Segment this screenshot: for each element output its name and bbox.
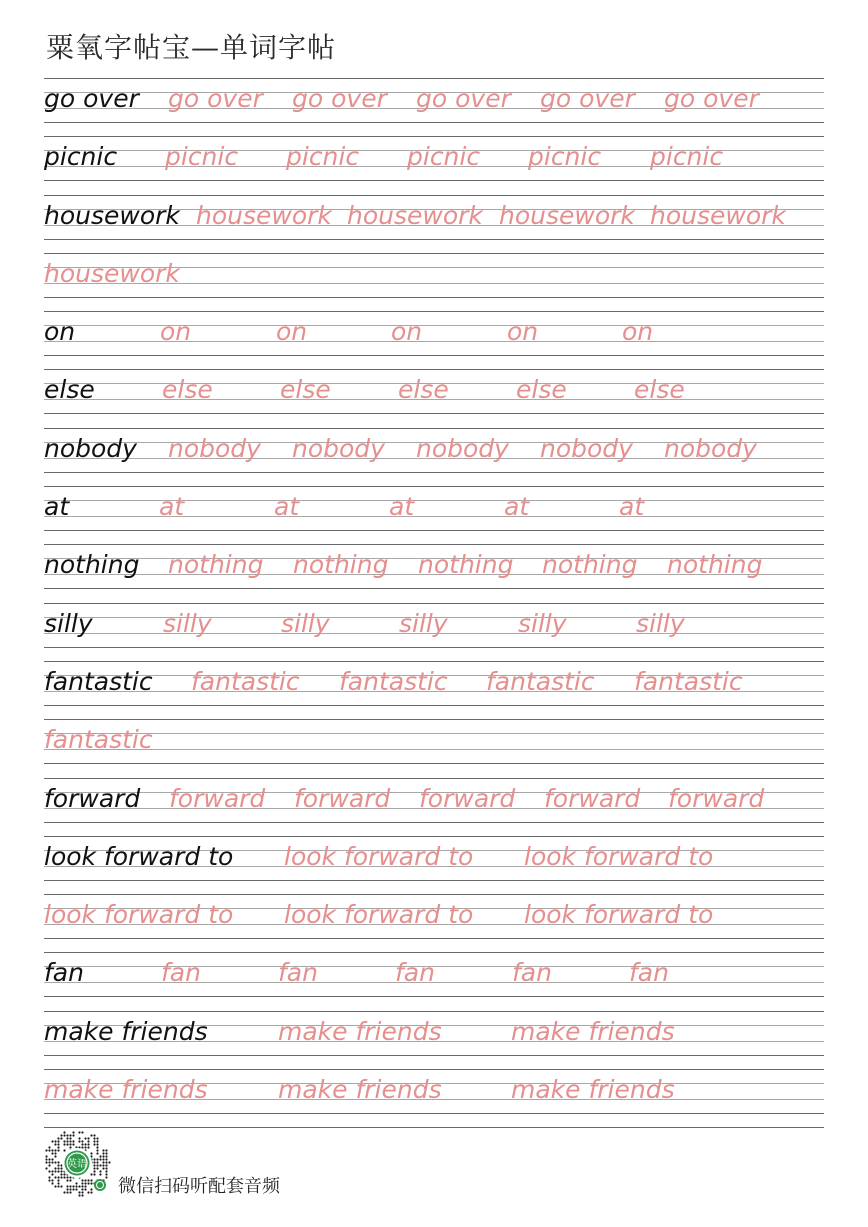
ruled-line: [44, 778, 824, 779]
scan-for-audio-text: 微信扫码听配套音频: [118, 1176, 280, 1197]
practice-row: [44, 195, 824, 253]
ruled-line: [44, 719, 824, 720]
trace-word: picnic: [407, 142, 481, 172]
ruled-line: [44, 603, 824, 604]
model-word: nothing: [44, 550, 140, 580]
ruled-line: [44, 136, 824, 137]
ruled-line: [44, 733, 824, 734]
trace-word: make friends: [278, 1075, 442, 1105]
ruled-line: [44, 938, 824, 939]
trace-word: picnic: [528, 142, 602, 172]
trace-word: nothing: [418, 550, 514, 580]
trace-word: else: [516, 375, 567, 405]
practice-row: [44, 369, 824, 427]
trace-word: forward: [169, 783, 266, 813]
trace-word: silly: [399, 608, 448, 638]
ruled-line: [44, 180, 824, 181]
trace-word: fan: [629, 958, 669, 988]
trace-word: else: [398, 375, 449, 405]
practice-row: [44, 253, 824, 311]
trace-word: make friends: [44, 1075, 208, 1105]
model-word: make friends: [44, 1016, 208, 1046]
model-word: go over: [44, 84, 139, 113]
model-word: picnic: [44, 142, 118, 172]
ruled-line: [44, 996, 824, 997]
footer: [42, 1128, 462, 1198]
page-title: 粟氧字帖宝—单词字帖: [46, 31, 337, 64]
trace-word: nobody: [168, 433, 261, 463]
trace-word: go over: [664, 84, 759, 113]
ruled-line: [44, 195, 824, 196]
trace-word: forward: [294, 783, 391, 813]
trace-word: housework: [499, 200, 635, 230]
ruled-line: [44, 880, 824, 881]
practice-row: [44, 78, 824, 136]
model-word: at: [44, 492, 70, 522]
ruled-line: [44, 705, 824, 706]
trace-word: nobody: [292, 433, 385, 463]
ruled-line: [44, 836, 824, 837]
trace-word: fan: [161, 958, 201, 988]
model-word: else: [44, 375, 95, 405]
practice-row: [44, 428, 824, 486]
trace-word: nobody: [540, 433, 633, 463]
practice-row: [44, 486, 824, 544]
model-word: fantastic: [44, 666, 153, 696]
ruled-line: [44, 952, 824, 953]
ruled-line: [44, 749, 824, 750]
trace-word: fan: [395, 958, 435, 988]
practice-row: [44, 603, 824, 661]
practice-row: [44, 719, 824, 777]
model-word: on: [44, 317, 76, 347]
trace-word: silly: [281, 608, 330, 638]
ruled-line: [44, 355, 824, 356]
ruled-line: [44, 253, 824, 254]
ruled-line: [44, 763, 824, 764]
model-word: look forward to: [44, 841, 234, 871]
trace-word: fan: [278, 958, 318, 988]
trace-word: go over: [168, 84, 263, 113]
ruled-line: [44, 472, 824, 473]
practice-row: [44, 661, 824, 719]
trace-word: on: [622, 317, 654, 347]
qr-code-icon[interactable]: [42, 1128, 112, 1198]
model-word: nobody: [44, 433, 137, 463]
practice-row: [44, 778, 824, 836]
trace-word: else: [280, 375, 331, 405]
trace-word: nothing: [542, 550, 638, 580]
practice-row: [44, 136, 824, 194]
trace-word: housework: [196, 200, 332, 230]
trace-word: nothing: [168, 550, 264, 580]
trace-word: forward: [544, 783, 641, 813]
trace-word: silly: [636, 608, 685, 638]
ruled-line: [44, 486, 824, 487]
trace-word: fantastic: [339, 666, 448, 696]
trace-word: at: [389, 492, 415, 522]
practice-row: [44, 311, 824, 369]
practice-row: [44, 894, 824, 952]
trace-word: make friends: [511, 1016, 675, 1046]
ruled-line: [44, 1069, 824, 1070]
practice-row: [44, 836, 824, 894]
ruled-line: [44, 822, 824, 823]
trace-word: make friends: [511, 1075, 675, 1105]
trace-word: silly: [163, 608, 212, 638]
ruled-line: [44, 1055, 824, 1056]
ruled-line: [44, 1011, 824, 1012]
ruled-line: [44, 647, 824, 648]
practice-row: [44, 1011, 824, 1069]
trace-word: fantastic: [634, 666, 743, 696]
trace-word: at: [274, 492, 300, 522]
model-word: silly: [44, 608, 93, 638]
ruled-line: [44, 369, 824, 370]
trace-word: make friends: [278, 1016, 442, 1046]
ruled-line: [44, 122, 824, 123]
trace-word: housework: [650, 200, 786, 230]
trace-word: fantastic: [486, 666, 595, 696]
trace-word: nobody: [664, 433, 757, 463]
trace-word: go over: [292, 84, 387, 113]
trace-word: forward: [668, 783, 765, 813]
ruled-line: [44, 78, 824, 79]
ruled-line: [44, 544, 824, 545]
trace-word: on: [276, 317, 308, 347]
trace-word: picnic: [650, 142, 724, 172]
practice-row: [44, 952, 824, 1010]
trace-word: look forward to: [524, 841, 714, 871]
qr-badge-label: 英语: [67, 1159, 87, 1170]
ruled-line: [44, 428, 824, 429]
ruled-line: [44, 297, 824, 298]
trace-word: else: [634, 375, 685, 405]
trace-word: on: [391, 317, 423, 347]
trace-word: forward: [419, 783, 516, 813]
trace-word: nothing: [667, 550, 763, 580]
ruled-line: [44, 661, 824, 662]
trace-word: fan: [512, 958, 552, 988]
ruled-line: [44, 894, 824, 895]
trace-word: picnic: [286, 142, 360, 172]
ruled-line: [44, 311, 824, 312]
ruled-line: [44, 588, 824, 589]
ruled-line: [44, 530, 824, 531]
ruled-line: [44, 1113, 824, 1114]
trace-word: nothing: [293, 550, 389, 580]
model-word: fan: [44, 958, 84, 988]
trace-word: picnic: [165, 142, 239, 172]
ruled-line: [44, 239, 824, 240]
model-word: forward: [44, 783, 141, 813]
trace-word: at: [619, 492, 645, 522]
trace-word: else: [162, 375, 213, 405]
model-word: housework: [44, 200, 180, 230]
trace-word: nobody: [416, 433, 509, 463]
trace-word: housework: [44, 258, 180, 288]
copybook-sheet: [44, 78, 824, 1128]
trace-word: on: [160, 317, 192, 347]
trace-word: look forward to: [44, 900, 234, 930]
trace-word: look forward to: [524, 900, 714, 930]
trace-word: go over: [540, 84, 635, 113]
trace-word: go over: [416, 84, 511, 113]
trace-word: silly: [518, 608, 567, 638]
practice-row: [44, 544, 824, 602]
trace-word: fantastic: [44, 725, 153, 755]
practice-row: [44, 1069, 824, 1127]
trace-word: fantastic: [191, 666, 300, 696]
trace-word: look forward to: [284, 900, 474, 930]
trace-word: at: [504, 492, 530, 522]
ruled-line: [44, 413, 824, 414]
trace-word: look forward to: [284, 841, 474, 871]
trace-word: housework: [347, 200, 483, 230]
trace-word: on: [507, 317, 539, 347]
trace-word: at: [159, 492, 185, 522]
